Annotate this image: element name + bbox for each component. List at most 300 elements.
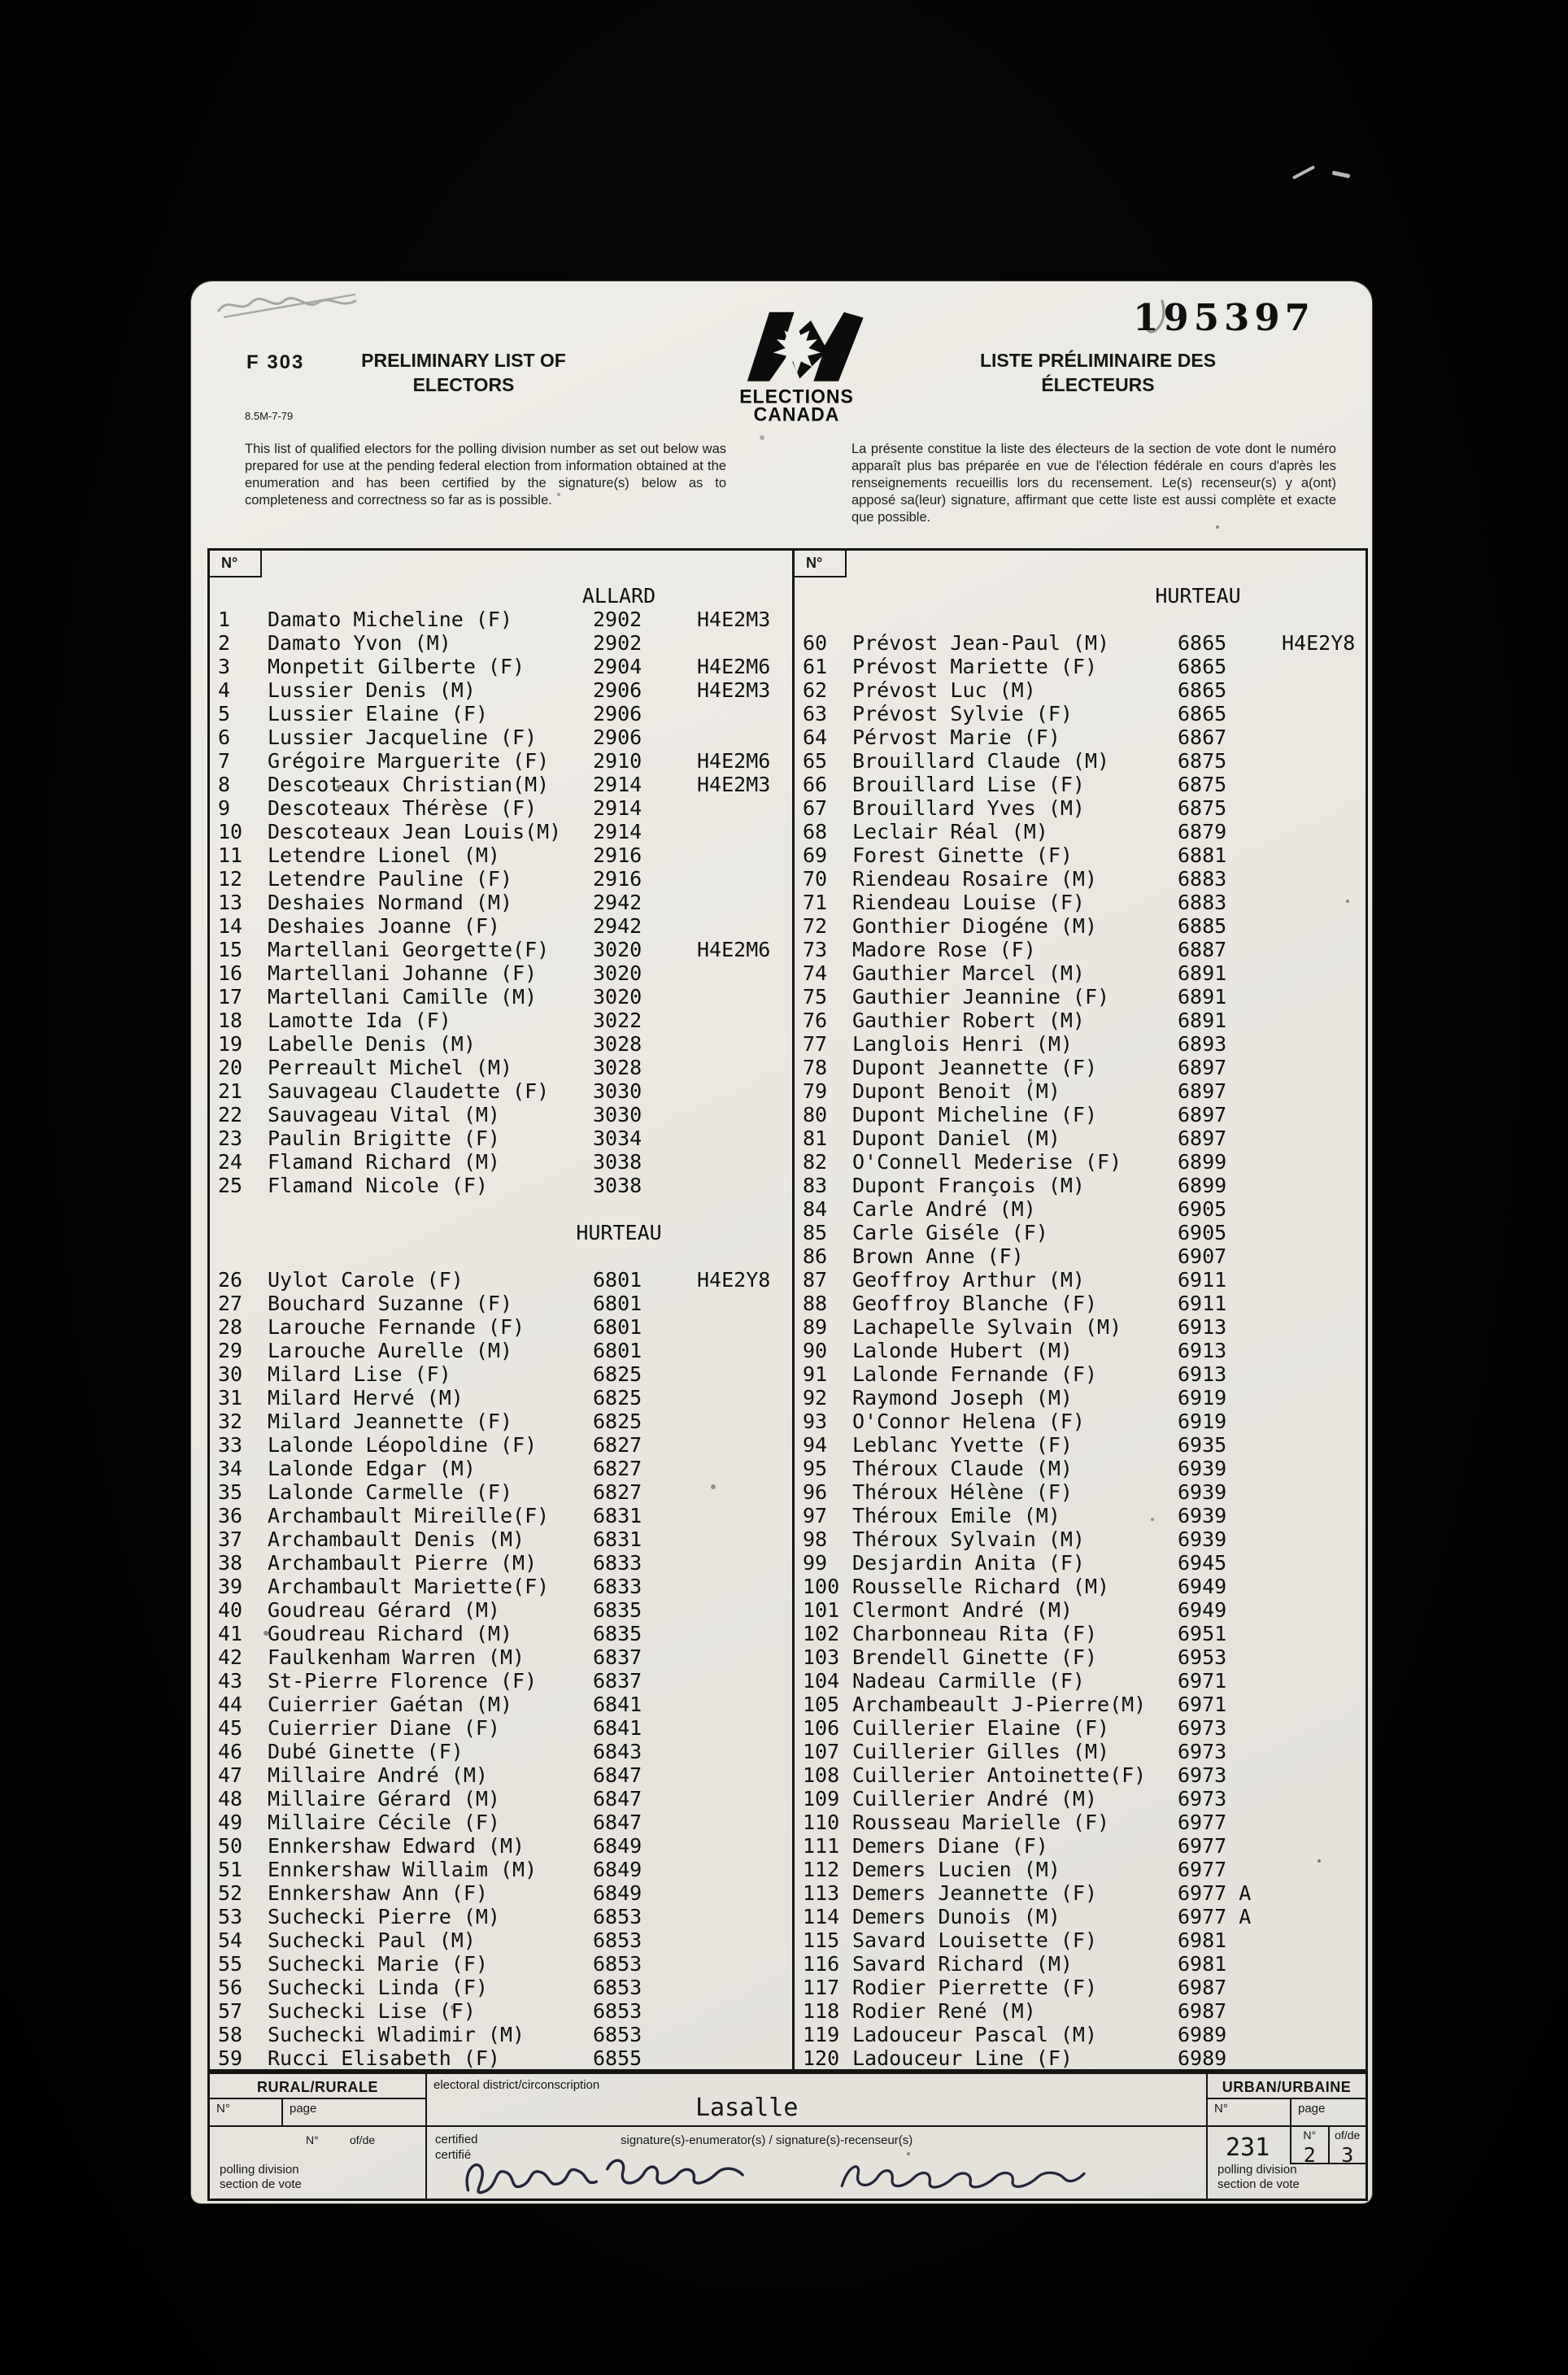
civic-number: 6887: [1178, 938, 1227, 961]
elector-row: [795, 678, 1365, 702]
postal-code: [697, 1079, 792, 1103]
elector-number: 105: [803, 1693, 840, 1716]
postal-code: [697, 1575, 792, 1598]
elector-name: Bouchard Suzanne (F): [268, 1292, 513, 1315]
elector-name: Labelle Denis (M): [268, 1032, 476, 1056]
elector-row: [795, 1881, 1365, 1905]
postal-code: [697, 631, 792, 655]
elector-name: Cuillerier André (M): [852, 1787, 1098, 1811]
stamp-number: 195397: [1133, 296, 1315, 339]
elector-number: 119: [803, 2023, 840, 2046]
elector-row: [795, 631, 1365, 655]
elector-name: Lussier Elaine (F): [268, 702, 488, 726]
elector-row: [210, 1976, 792, 1999]
civic-number: 6865: [1178, 655, 1227, 678]
civic-number: 3034: [593, 1126, 642, 1150]
elector-number: 72: [803, 914, 828, 938]
intro-paragraph-english: This list of qualified electors for the polling division number as set out below was prepared for use at the pending federal election from information obtained at the enumeration and has been certified by the signature(s) below as to completeness and correctness so far as is possible.: [245, 442, 726, 508]
civic-number: 6835: [593, 1622, 642, 1645]
elector-name: Lalonde Carmelle (F): [268, 1480, 513, 1504]
civic-number: 3022: [593, 1009, 642, 1032]
postal-code: [697, 1457, 792, 1480]
postal-code: [697, 1009, 792, 1032]
civic-number: 6837: [593, 1645, 642, 1669]
postal-code: [697, 1598, 792, 1622]
elector-name: Demers Lucien (M): [852, 1858, 1061, 1881]
postal-code: [697, 1386, 792, 1410]
elector-row: [795, 1763, 1365, 1787]
postal-code: [1282, 1221, 1365, 1244]
elector-row: [795, 1999, 1365, 2023]
postal-code: [697, 1056, 792, 1079]
postal-code: [1282, 1693, 1365, 1716]
postal-code: [1282, 1928, 1365, 1952]
civic-number: 6977: [1178, 1858, 1227, 1881]
postal-code: [1282, 1834, 1365, 1858]
elector-name: Brouillard Lise (F): [852, 773, 1085, 796]
elector-number: 25: [218, 1174, 243, 1197]
postal-code: [697, 843, 792, 867]
elector-row: [210, 1315, 792, 1339]
postal-code: [697, 1999, 792, 2023]
postal-code: [1282, 1457, 1365, 1480]
postal-code: [1282, 1598, 1365, 1622]
civic-number: 6801: [593, 1315, 642, 1339]
civic-number: 6825: [593, 1410, 642, 1433]
elector-row: [795, 773, 1365, 796]
postal-code: [1282, 1410, 1365, 1433]
elector-number: 84: [803, 1197, 828, 1221]
elector-name: Lalonde Edgar (M): [268, 1457, 476, 1480]
postal-code: [1282, 820, 1365, 843]
civic-number: 6891: [1178, 1009, 1227, 1032]
urban-cells: [1208, 2099, 1365, 2127]
elector-number: 111: [803, 1834, 840, 1858]
civic-number: 2942: [593, 891, 642, 914]
elector-name: Suchecki Wladimir (M): [268, 2023, 525, 2046]
elector-row: [210, 1598, 792, 1622]
certified-line2: certifié: [435, 2148, 472, 2162]
postal-code: [697, 1763, 792, 1787]
postal-code: [1282, 702, 1365, 726]
elector-name: Théroux Claude (M): [852, 1457, 1073, 1480]
elector-name: Ladouceur Line (F): [852, 2046, 1073, 2070]
postal-code: [1282, 1103, 1365, 1126]
civic-number: 2914: [593, 773, 642, 796]
intro-paragraph-french: La présente constitue la liste des électeurs de la section de vote dont le numéro apparaît plus bas préparée en vue de l'élection fédérale en cours d'après les renseignements recueillis lors du recensement. Le(s) recenseur(s) y a(ont) apposé sa(leur) signature, affirmant que cette liste est aussi complète et exacte que possible.: [852, 442, 1336, 525]
civic-number: 6825: [593, 1362, 642, 1386]
elector-row: [795, 843, 1365, 867]
postal-code: [697, 1504, 792, 1527]
elector-row: [210, 914, 792, 938]
postal-code: [1282, 1433, 1365, 1457]
elector-name: Demers Dunois (M): [852, 1905, 1061, 1928]
elector-row: [795, 1622, 1365, 1645]
elector-number: 33: [218, 1433, 243, 1457]
elector-name: Savard Richard (M): [852, 1952, 1073, 1976]
elector-row: [795, 1928, 1365, 1952]
civic-number: 6801: [593, 1292, 642, 1315]
civic-number: 6841: [593, 1716, 642, 1740]
postal-code: [697, 702, 792, 726]
logo-text-line1: ELECTIONS: [739, 385, 854, 407]
postal-code: [1282, 1292, 1365, 1315]
elector-row: [795, 1693, 1365, 1716]
elector-row: [210, 1716, 792, 1740]
elector-name: Prévost Mariette (F): [852, 655, 1098, 678]
civic-number: 6939: [1178, 1480, 1227, 1504]
postal-code: [1282, 2023, 1365, 2046]
civic-number: 2914: [593, 820, 642, 843]
civic-number: 6987: [1178, 1999, 1227, 2023]
elector-name: Milard Lise (F): [268, 1362, 451, 1386]
civic-number: 6883: [1178, 867, 1227, 891]
postal-code: [1282, 1126, 1365, 1150]
civic-number: 6865: [1178, 678, 1227, 702]
civic-number: 3020: [593, 985, 642, 1009]
civic-number: 3038: [593, 1150, 642, 1174]
postal-code: [697, 1834, 792, 1858]
elector-name: Nadeau Carmille (F): [852, 1669, 1085, 1693]
elector-number: 47: [218, 1763, 243, 1787]
elector-name: Martellani Camille (M): [268, 985, 538, 1009]
elector-number: 96: [803, 1480, 828, 1504]
elector-name: St-Pierre Florence (F): [268, 1669, 538, 1693]
civic-number: 6853: [593, 1952, 642, 1976]
elector-name: Dupont Benoit (M): [852, 1079, 1061, 1103]
electors-column-left: [210, 551, 795, 2069]
enumerator-signature-1: [455, 2145, 750, 2204]
postal-code: [697, 1410, 792, 1433]
elector-row: [795, 1339, 1365, 1362]
title-english: [329, 348, 598, 397]
district-block: [427, 2074, 1208, 2199]
elector-number: 93: [803, 1410, 828, 1433]
elector-number: 56: [218, 1976, 243, 1999]
elector-number: 120: [803, 2046, 840, 2070]
elector-number: 88: [803, 1292, 828, 1315]
elector-number: 75: [803, 985, 828, 1009]
elector-row: [210, 1881, 792, 1905]
certification-footer: [207, 2072, 1368, 2201]
urban-label: URBAN/URBAINE: [1208, 2074, 1365, 2099]
elector-row: [795, 1976, 1365, 1999]
elector-row: [210, 1645, 792, 1669]
elector-number: 68: [803, 820, 828, 843]
elector-number: 26: [218, 1268, 243, 1292]
elector-row: [795, 1504, 1365, 1527]
elector-row: [795, 1905, 1365, 1928]
elector-name: Paulin Brigitte (F): [268, 1126, 500, 1150]
civic-number: 6833: [593, 1551, 642, 1575]
elector-row: [210, 1410, 792, 1433]
elector-row: [795, 2023, 1365, 2046]
electors-rows-left: [210, 584, 792, 2070]
postal-code: [697, 726, 792, 749]
elector-number: 37: [218, 1527, 243, 1551]
elector-name: Lalonde Léopoldine (F): [268, 1433, 538, 1457]
postal-code: [697, 1952, 792, 1976]
elector-name: Geoffroy Blanche (F): [852, 1292, 1098, 1315]
civic-number: 6971: [1178, 1693, 1227, 1716]
elector-number: 104: [803, 1669, 840, 1693]
postal-code: [1282, 1740, 1365, 1763]
civic-number: 6919: [1178, 1386, 1227, 1410]
civic-number: 6977: [1178, 1834, 1227, 1858]
elector-number: 27: [218, 1292, 243, 1315]
postal-code: [697, 1787, 792, 1811]
civic-number: 6853: [593, 1999, 642, 2023]
civic-number: 6973: [1178, 1716, 1227, 1740]
elector-name: Brown Anne (F): [852, 1244, 1024, 1268]
postal-code: [697, 1881, 792, 1905]
civic-number: 6875: [1178, 796, 1227, 820]
elector-name: Prévost Luc (M): [852, 678, 1036, 702]
postal-code: [697, 1622, 792, 1645]
faint-handwriting: [212, 286, 367, 325]
elector-number: 91: [803, 1362, 828, 1386]
elector-name: Demers Jeannette (F): [852, 1881, 1098, 1905]
elector-number: 40: [218, 1598, 243, 1622]
civic-number: 2914: [593, 796, 642, 820]
elector-row: [795, 1079, 1365, 1103]
elector-name: Théroux Hélène (F): [852, 1480, 1073, 1504]
elector-number: 18: [218, 1009, 243, 1032]
urban-page-box: [1291, 2127, 1365, 2167]
civic-number: 2904: [593, 655, 642, 678]
elector-row: [795, 1669, 1365, 1693]
postal-code: [697, 796, 792, 820]
postal-code: [697, 820, 792, 843]
postal-code: [1282, 1881, 1365, 1905]
elector-row: [210, 1362, 792, 1386]
section-header: HURTEAU: [576, 1221, 662, 1244]
elector-row: [210, 1551, 792, 1575]
elector-name: Suchecki Marie (F): [268, 1952, 488, 1976]
elector-name: Gauthier Jeannine (F): [852, 985, 1110, 1009]
elector-name: Cuillerier Antoinette(F): [852, 1763, 1147, 1787]
postal-code: [697, 1740, 792, 1763]
elector-row: [795, 1292, 1365, 1315]
elector-name: Cuillerier Elaine (F): [852, 1716, 1110, 1740]
elector-row: [210, 1622, 792, 1645]
elector-name: Descoteaux Thérèse (F): [268, 796, 538, 820]
elector-row: [210, 1763, 792, 1787]
postal-code: [1282, 1056, 1365, 1079]
elector-row: [795, 820, 1365, 843]
elector-name: Deshaies Joanne (F): [268, 914, 500, 938]
elector-row: [795, 1716, 1365, 1740]
elector-name: Goudreau Richard (M): [268, 1622, 513, 1645]
postal-code: [1282, 1009, 1365, 1032]
elector-number: 102: [803, 1622, 840, 1645]
pen-mark: [1292, 165, 1315, 180]
postal-code: [1282, 1174, 1365, 1197]
elector-number: 55: [218, 1952, 243, 1976]
civic-number: 6973: [1178, 1740, 1227, 1763]
elector-row: [210, 1952, 792, 1976]
civic-number: 6919: [1178, 1410, 1227, 1433]
elector-number: 39: [218, 1575, 243, 1598]
civic-number: 6897: [1178, 1079, 1227, 1103]
elector-row: [210, 1740, 792, 1763]
elector-number: 29: [218, 1339, 243, 1362]
title-english-line1: PRELIMINARY LIST OF: [361, 350, 566, 371]
civic-number: 3020: [593, 961, 642, 985]
civic-number: 6939: [1178, 1457, 1227, 1480]
civic-number: 6945: [1178, 1551, 1227, 1575]
elector-row: [795, 749, 1365, 773]
rural-label: RURAL/RURALE: [210, 2074, 425, 2099]
postal-code: [697, 1174, 792, 1197]
elector-row: [210, 891, 792, 914]
elector-name: Desjardin Anita (F): [852, 1551, 1085, 1575]
postal-code: [697, 1858, 792, 1881]
elector-name: Gauthier Robert (M): [852, 1009, 1085, 1032]
civic-number: 6827: [593, 1433, 642, 1457]
elector-name: Demers Diane (F): [852, 1834, 1048, 1858]
postal-code: [1282, 796, 1365, 820]
elector-name: Prévost Jean-Paul (M): [852, 631, 1110, 655]
elector-number: 118: [803, 1999, 840, 2023]
polling-division-line2: section de vote: [1217, 2177, 1300, 2191]
page-of-cell: [1330, 2127, 1366, 2167]
postal-code: [697, 961, 792, 985]
elector-row: [795, 1362, 1365, 1386]
elector-number: 106: [803, 1716, 840, 1740]
polling-division-line1: polling division: [220, 2163, 299, 2177]
elector-number: 3: [218, 655, 231, 678]
elector-name: Lussier Jacqueline (F): [268, 726, 538, 749]
elector-name: Sauvageau Vital (M): [268, 1103, 500, 1126]
elector-row: [210, 1009, 792, 1032]
polling-division-label-right: [1217, 2163, 1300, 2192]
elector-row: [795, 1834, 1365, 1858]
elector-row: [210, 1834, 792, 1858]
rural-page-no-label: N°: [306, 2133, 319, 2146]
elector-number: 1: [218, 608, 231, 631]
elections-canada-logo: [721, 309, 872, 423]
civic-number: 6831: [593, 1504, 642, 1527]
civic-number: 6879: [1178, 820, 1227, 843]
elector-name: Descoteaux Christian(M): [268, 773, 550, 796]
elector-row: [795, 1551, 1365, 1575]
elector-number: 13: [218, 891, 243, 914]
postal-code: [1282, 1315, 1365, 1339]
postal-code: [697, 1693, 792, 1716]
rural-no-cell: N°: [210, 2099, 283, 2125]
civic-number: 2910: [593, 749, 642, 773]
elector-number: 81: [803, 1126, 828, 1150]
elector-name: Archambault Mireille(F): [268, 1504, 550, 1527]
scan-noise: [191, 281, 194, 285]
elector-number: 86: [803, 1244, 828, 1268]
rural-block: [210, 2074, 427, 2199]
elector-number: 73: [803, 938, 828, 961]
elector-number: 67: [803, 796, 828, 820]
elector-name: Clermont André (M): [852, 1598, 1073, 1622]
civic-number: 6905: [1178, 1221, 1227, 1244]
postal-code: [697, 1669, 792, 1693]
elector-name: O'Connell Mederise (F): [852, 1150, 1122, 1174]
elector-number: 108: [803, 1763, 840, 1787]
elector-row: [795, 1150, 1365, 1174]
civic-number: 6801: [593, 1339, 642, 1362]
elector-name: Lamotte Ida (F): [268, 1009, 451, 1032]
electors-table: [207, 548, 1368, 2072]
elector-number: 95: [803, 1457, 828, 1480]
elector-row: [795, 1527, 1365, 1551]
postal-code: [697, 914, 792, 938]
elector-row: [210, 938, 792, 961]
elector-row: [795, 1787, 1365, 1811]
elector-row: [210, 1056, 792, 1079]
rural-page-of-label: of/de: [350, 2133, 376, 2146]
elector-row: [210, 961, 792, 985]
elector-number: 31: [218, 1386, 243, 1410]
elector-name: Ennkershaw Ann (F): [268, 1881, 488, 1905]
postal-code: [1282, 1150, 1365, 1174]
no-column-header: N°: [795, 551, 847, 577]
elector-number: 112: [803, 1858, 840, 1881]
elector-row: [795, 1480, 1365, 1504]
civic-number: 6905: [1178, 1197, 1227, 1221]
postal-code: [697, 1811, 792, 1834]
elector-row: [210, 631, 792, 655]
district-box: [427, 2074, 1206, 2127]
elector-number: 41: [218, 1622, 243, 1645]
elector-number: 78: [803, 1056, 828, 1079]
elector-name: Brouillard Yves (M): [852, 796, 1085, 820]
elector-number: 99: [803, 1551, 828, 1575]
elector-name: Dupont Micheline (F): [852, 1103, 1098, 1126]
elector-row: [210, 1928, 792, 1952]
elector-name: Geoffroy Arthur (M): [852, 1268, 1085, 1292]
elector-row: [795, 726, 1365, 749]
civic-number: 6849: [593, 1858, 642, 1881]
civic-number: 6849: [593, 1881, 642, 1905]
elector-row: [795, 702, 1365, 726]
postal-code: [1282, 1787, 1365, 1811]
elector-number: 24: [218, 1150, 243, 1174]
civic-number: 6913: [1178, 1362, 1227, 1386]
elector-row: [210, 655, 792, 678]
postal-code: H4E2M3: [697, 678, 771, 702]
elector-name: Brendell Ginette (F): [852, 1645, 1098, 1669]
page-of-label: of/de: [1335, 2129, 1361, 2142]
civic-number: 6865: [1178, 702, 1227, 726]
page-no-label: N°: [1303, 2129, 1317, 2142]
elector-name: Lussier Denis (M): [268, 678, 476, 702]
elector-row: [210, 726, 792, 749]
elector-name: Lachapelle Sylvain (M): [852, 1315, 1122, 1339]
civic-number: 6977 A: [1178, 1881, 1252, 1905]
postal-code: [1282, 2046, 1365, 2070]
civic-number: 6939: [1178, 1504, 1227, 1527]
elector-number: 79: [803, 1079, 828, 1103]
postal-code: [1282, 1504, 1365, 1527]
postal-code: [697, 1032, 792, 1056]
elector-name: Damato Micheline (F): [268, 608, 513, 631]
postal-code: [697, 1339, 792, 1362]
elector-number: 100: [803, 1575, 840, 1598]
elector-number: 52: [218, 1881, 243, 1905]
elector-row: [210, 1811, 792, 1834]
civic-number: 6847: [593, 1763, 642, 1787]
elector-number: 23: [218, 1126, 243, 1150]
blank-row: [795, 608, 1365, 631]
elector-name: Rousseau Marielle (F): [852, 1811, 1110, 1834]
